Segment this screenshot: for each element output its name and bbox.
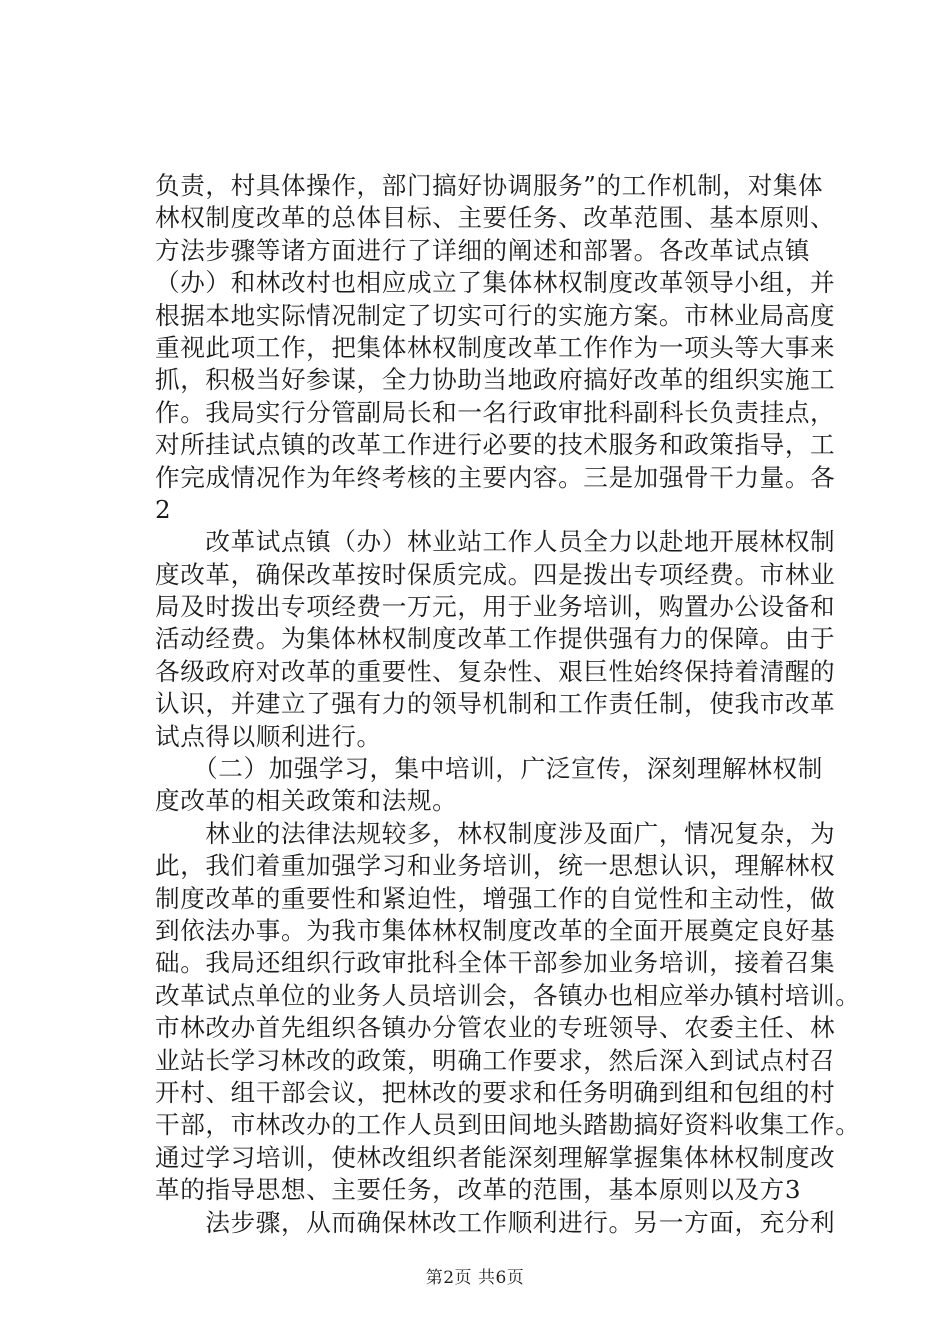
text-line: 认识，并建立了强有力的领导机制和工作责任制，使我市改革 — [155, 689, 836, 719]
page-footer: 第2页 共6页 — [425, 1268, 525, 1288]
text-line: 干部，市林改办的工作人员到田间地头踏勘搞好资料收集工作。 — [155, 1110, 861, 1140]
text-line: 改革试点镇（办）林业站工作人员全力以赴地开展林权制 — [155, 527, 836, 557]
text-line: 负责，村具体操作，部门搞好协调服务”的工作机制，对集体 — [155, 171, 824, 200]
text-line: 林业的法律法规较多，林权制度涉及面广，情况复杂，为 — [155, 818, 836, 848]
text-line: 试点得以顺利进行。 — [155, 721, 382, 751]
text-line: （办）和林改村也相应成立了集体林权制度改革领导小组，并 — [155, 268, 836, 298]
text-line: 林权制度改革的总体目标、主要任务、改革范围、基本原则、 — [155, 203, 836, 233]
text-line: （二）加强学习，集中培训，广泛宣传，深刻理解林权制 — [155, 754, 823, 784]
text-line: 局及时拨出专项经费一万元，用于业务培训，购置办公设备和 — [155, 592, 836, 622]
text-line: 对所挂试点镇的改革工作进行必要的技术服务和政策指导，工 — [155, 430, 836, 460]
text-line: 到依法办事。为我市集体林权制度改革的全面开展奠定良好基 — [155, 915, 836, 945]
text-line: 2 — [155, 494, 172, 524]
text-line: 度改革，确保改革按时保质完成。四是拨出专项经费。市林业 — [155, 559, 836, 589]
text-line: 重视此项工作，把集体林权制度改革工作作为一项头等大事来 — [155, 332, 836, 362]
text-line: 法步骤，从而确保林改工作顺利进行。另一方面，充分利 — [155, 1207, 836, 1237]
text-line: 开村、组干部会议，把林改的要求和任务明确到组和包组的村 — [155, 1077, 836, 1107]
text-line: 作。我局实行分管副局长和一名行政审批科副科长负责挂点， — [155, 397, 836, 427]
text-line: 通过学习培训，使林改组织者能深刻理解掌握集体林权制度改 — [155, 1142, 836, 1172]
text-line: 革的指导思想、主要任务，改革的范围，基本原则以及方3 — [155, 1175, 802, 1205]
text-line: 根据本地实际情况制定了切实可行的实施方案。市林业局高度 — [155, 300, 836, 330]
text-line: 制度改革的重要性和紧迫性，增强工作的自觉性和主动性，做 — [155, 883, 836, 913]
text-line: 度改革的相关政策和法规。 — [155, 786, 458, 816]
text-line: 活动经费。为集体林权制度改革工作提供强有力的保障。由于 — [155, 624, 836, 654]
text-line: 各级政府对改革的重要性、复杂性、艰巨性始终保持着清醒的 — [155, 656, 836, 686]
text-line: 方法步骤等诸方面进行了详细的阐述和部署。各改革试点镇 — [155, 235, 811, 265]
text-line: 改革试点单位的业务人员培训会，各镇办也相应举办镇村培训。 — [155, 980, 861, 1010]
text-line: 业站长学习林改的政策，明确工作要求，然后深入到试点村召 — [155, 1045, 836, 1075]
text-line: 础。我局还组织行政审批科全体干部参加业务培训，接着召集 — [155, 948, 836, 978]
text-line: 作完成情况作为年终考核的主要内容。三是加强骨干力量。各 — [155, 462, 836, 492]
text-line: 市林改办首先组织各镇办分管农业的专班领导、农委主任、林 — [155, 1013, 836, 1043]
text-line: 抓，积极当好参谋，全力协助当地政府搞好改革的组织实施工 — [155, 365, 836, 395]
body-text — [155, 170, 861, 1239]
text-line: 此，我们着重加强学习和业务培训，统一思想认识，理解林权 — [155, 851, 836, 881]
